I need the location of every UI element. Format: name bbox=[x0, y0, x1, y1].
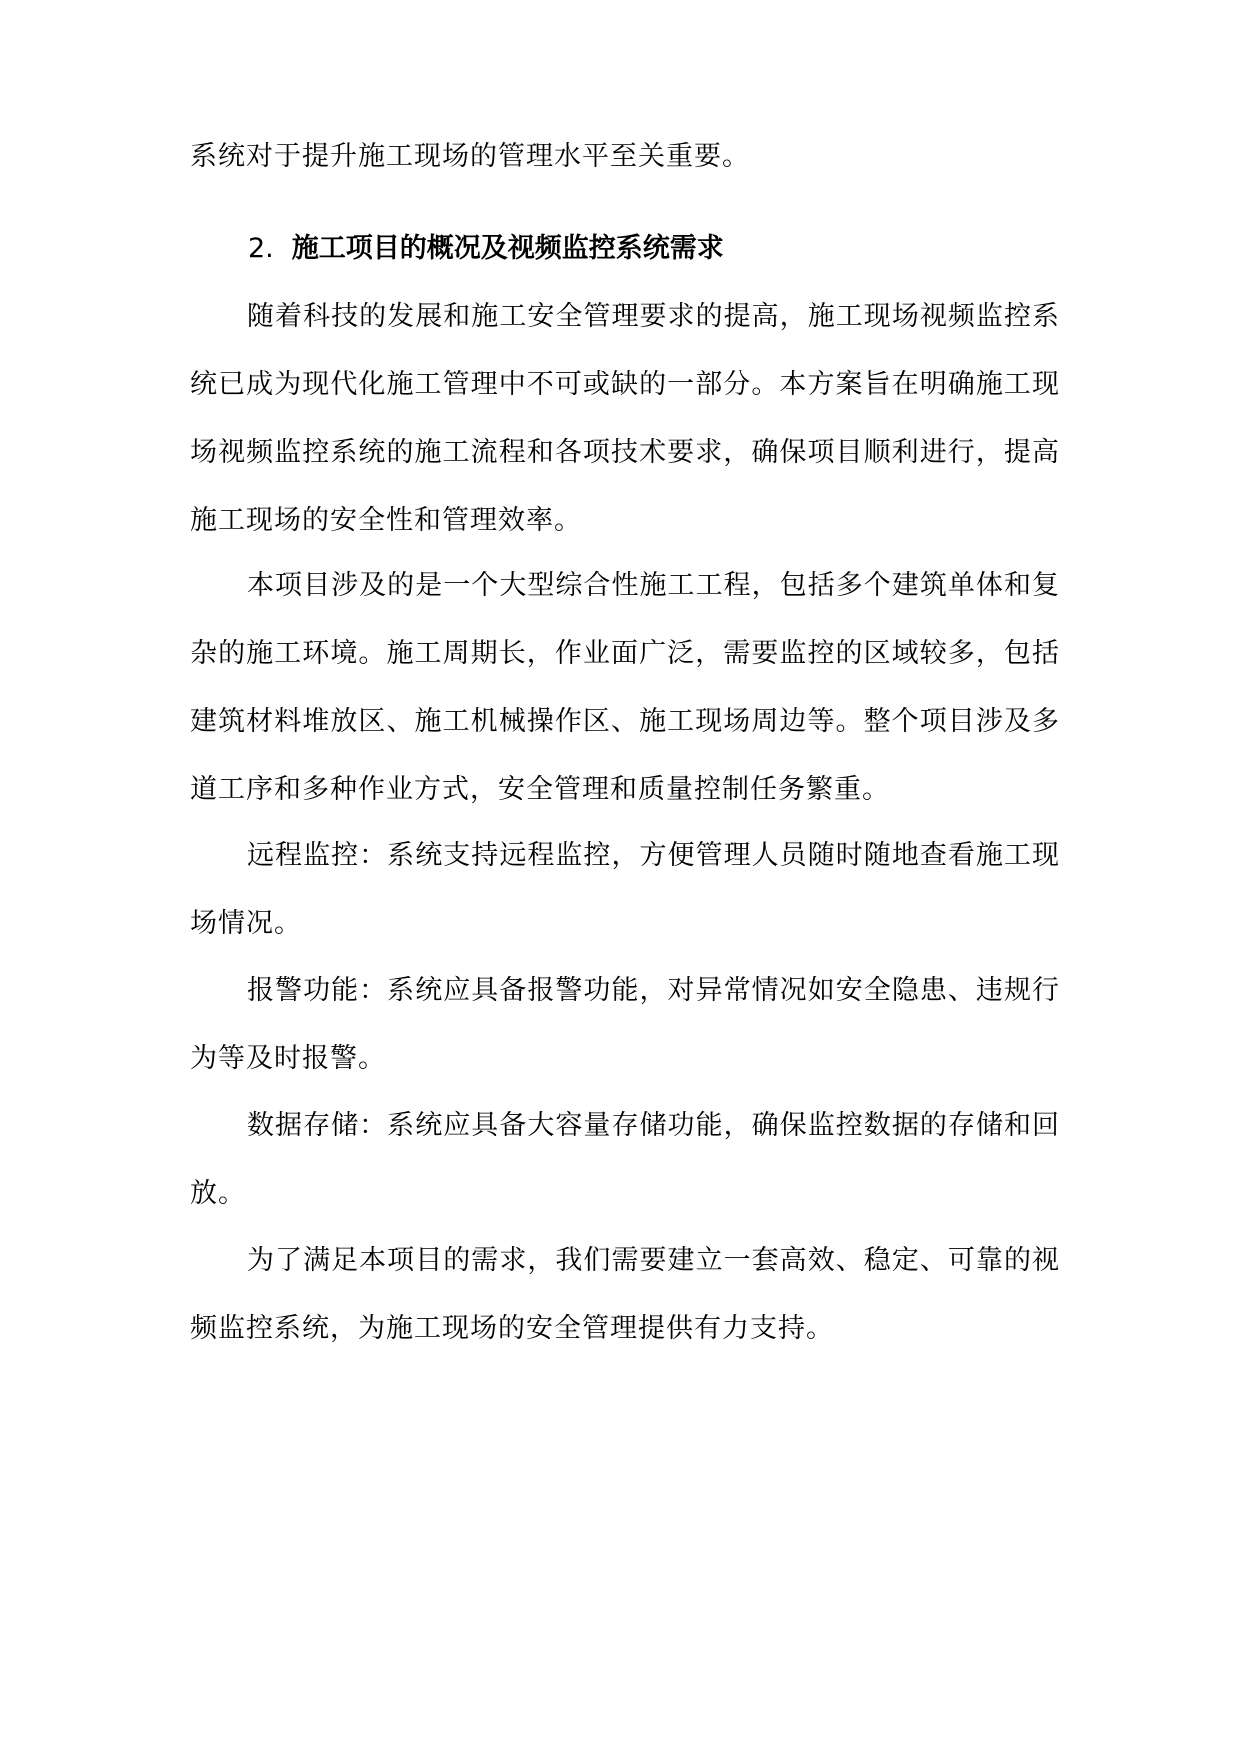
paragraph-conclusion: 为了满足本项目的需求，我们需要建立一套高效、稳定、可靠的视频监控系统，为施工现场的安全管理提供有力支持。 bbox=[190, 1245, 1060, 1344]
section-heading bbox=[248, 229, 1068, 269]
carryover-paragraph: 系统对于提升施工现场的管理水平至关重要。 bbox=[190, 141, 750, 172]
paragraph-alarm-function: 报警功能：系统应具备报警功能，对异常情况如安全隐患、违规行为等及时报警。 bbox=[190, 975, 1060, 1074]
section-number: 2. bbox=[248, 233, 274, 264]
paragraph-remote-monitoring: 远程监控：系统支持远程监控，方便管理人员随时随地查看施工现场情况。 bbox=[190, 840, 1060, 939]
section-title: 施工项目的概况及视频监控系统需求 bbox=[291, 233, 724, 264]
paragraph-data-storage: 数据存储：系统应具备大容量存储功能，确保监控数据的存储和回放。 bbox=[190, 1110, 1060, 1209]
paragraph-project-overview: 本项目涉及的是一个大型综合性施工工程，包括多个建筑单体和复杂的施工环境。施工周期长，作业面广泛，需要监控的区域较多，包括建筑材料堆放区、施工机械操作区、施工现场周边等。整个项目涉及多道工序和多种作业方式，安全管理和质量控制任务繁重。 bbox=[190, 570, 1060, 805]
paragraph-intro: 随着科技的发展和施工安全管理要求的提高，施工现场视频监控系统已成为现代化施工管理中不可或缺的一部分。本方案旨在明确施工现场视频监控系统的施工流程和各项技术要求，确保项目顺利进行，提高施工现场的安全性和管理效率。 bbox=[190, 301, 1060, 536]
